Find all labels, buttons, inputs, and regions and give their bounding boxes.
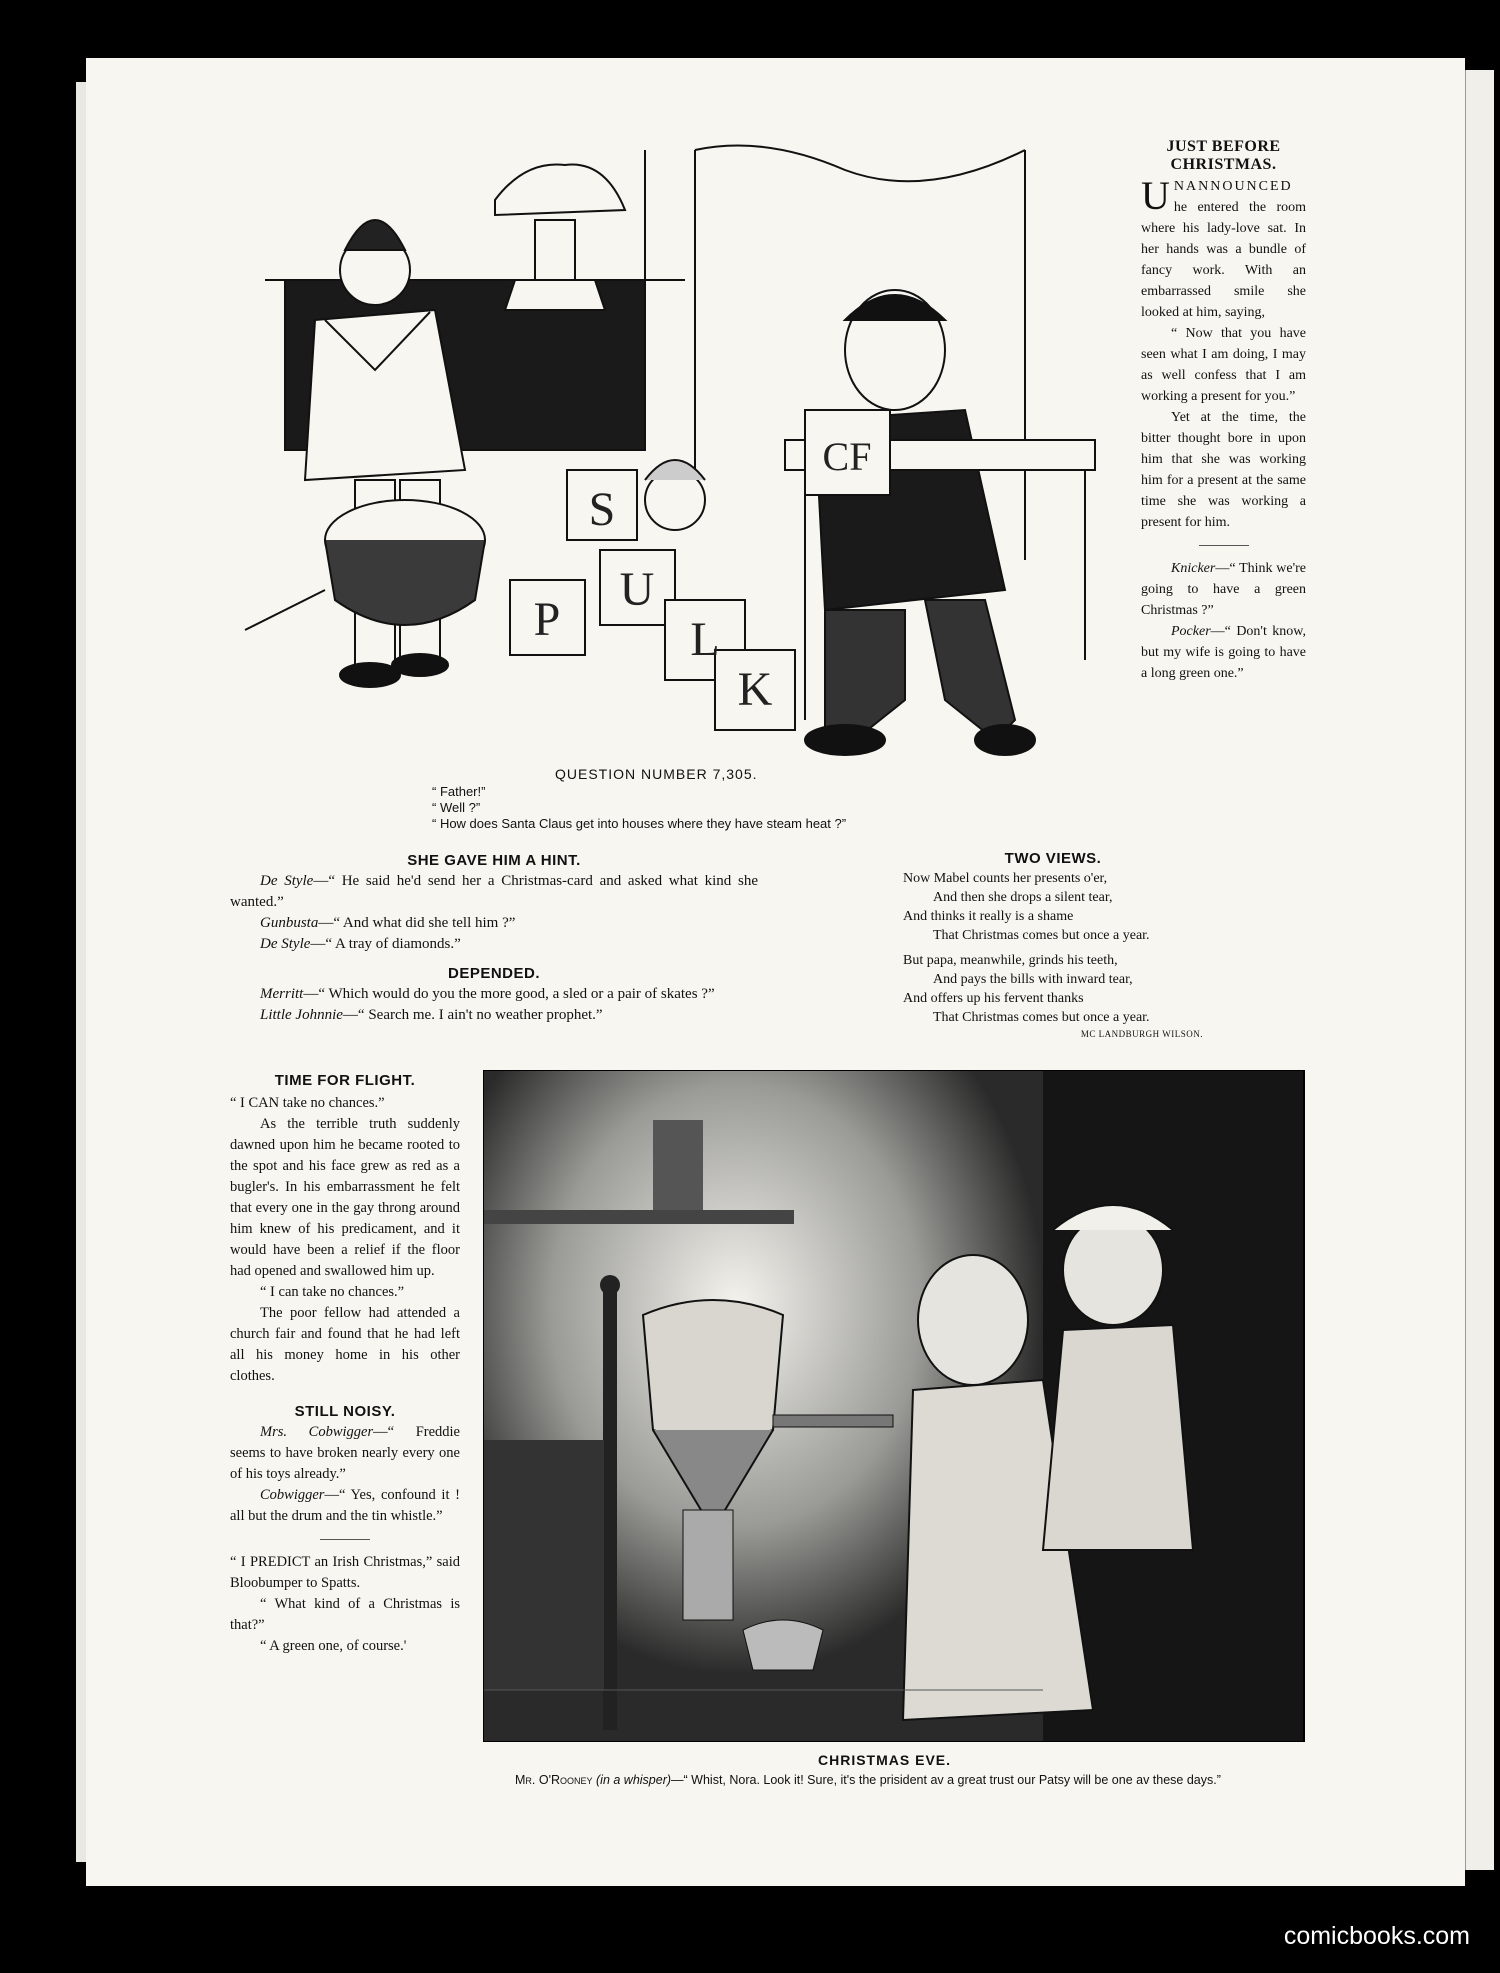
divider: [1199, 545, 1249, 546]
poem-line: And pays the bills with inward tear,: [933, 972, 1133, 987]
question-dialogue: [432, 784, 846, 832]
poem-line: But papa, meanwhile, grinds his teeth,: [903, 953, 1118, 968]
poem-line: And then she drops a silent tear,: [933, 890, 1113, 905]
just-before-title-1: JUST BEFORE: [1166, 138, 1281, 155]
christmas-eve-illustration: [483, 1070, 1305, 1742]
paragraph: “ A green one, of course.': [260, 1638, 407, 1654]
site-watermark: comicbooks.com: [1283, 1922, 1470, 1950]
just-before-christmas-column: [1141, 138, 1306, 684]
two-views-title: TWO VIEWS.: [1004, 850, 1102, 867]
poem-author: MC LANDBURGH WILSON.: [1080, 1029, 1203, 1039]
block-letter-k: K: [737, 663, 773, 716]
speaker-name: Gunbusta: [260, 915, 319, 931]
paragraph: he entered the room where his lady-love sat. In her hands was a bundle of fancy work. With an embarrassed smile she looked at him, saying,: [1141, 200, 1306, 320]
speaker-name: Mrs. Cobwigger: [260, 1424, 374, 1440]
joke-line: —“ Freddie seems to have broken nearly every one of his toys already.”: [230, 1424, 460, 1482]
paragraph: Yet at the time, the bitter thought bore in upon him that she was working him for a present at the same time she was working a present for him.: [1141, 410, 1306, 530]
poem-line: And thinks it really is a shame: [903, 909, 1074, 924]
joke-line: —“ Think we're going to have a green Christmas ?”: [1141, 561, 1306, 618]
page-edge-right: [1465, 70, 1494, 1870]
speaker-name: Cobwigger: [260, 1487, 325, 1503]
two-views-poem: [903, 850, 1203, 1041]
just-before-title-2: CHRISTMAS.: [1170, 156, 1277, 173]
dialogue-line: “ How does Santa Claus get into houses where they have steam heat ?”: [432, 816, 847, 831]
speaker-name: Merritt: [260, 986, 304, 1002]
paragraph: “ Now that you have seen what I am doing, I may as well confess that I am working a present for you.”: [1141, 326, 1306, 404]
block-letter-p: P: [533, 593, 561, 646]
open-quote: “ I: [230, 1554, 246, 1570]
caption-line: —“ Whist, Nora. Look it! Sure, it's the prisident av a great trust our Patsy will be one av these days.”: [671, 1773, 1221, 1787]
poem-line: And offers up his fervent thanks: [903, 991, 1084, 1006]
paragraph: PREDICT an Irish Christmas,” said Bloobumper to Spatts.: [230, 1554, 461, 1591]
flight-title: TIME FOR FLIGHT.: [274, 1072, 416, 1089]
block-letter-l: L: [690, 613, 720, 666]
hint-title: SHE GAVE HIM A HINT.: [407, 852, 581, 869]
paragraph: The poor fellow had attended a church fair and found that he had left all his money home in his other clothes.: [230, 1305, 460, 1384]
aside: (in a whisper): [596, 1773, 672, 1787]
speaker-name: Little Johnnie: [260, 1007, 343, 1023]
joke-line: —“ A tray of diamonds.”: [310, 936, 461, 952]
hint-and-depended-column: [230, 850, 758, 1026]
paragraph: As the terrible truth suddenly dawned upon him he became rooted to the spot and his face grew as red as a bugler's. In his embarrassment he felt that every one in the gay throng around him knew of his predicament, and it would have been a relief if the floor had opened and swallowed him up.: [230, 1116, 460, 1279]
speaker-name: Pocker: [1171, 624, 1211, 639]
eve-caption: [483, 1772, 1305, 1788]
question-illustration: [205, 140, 1105, 760]
speaker-name: De Style: [260, 936, 311, 952]
paragraph: “ I can take no chances.”: [260, 1284, 405, 1300]
speaker-name: Knicker: [1171, 561, 1216, 576]
paragraph: CAN take no chances.”: [248, 1095, 385, 1111]
joke-line: —“ And what did she tell him ?”: [318, 915, 516, 931]
speaker-name: Mr. O'Rooney: [515, 1773, 593, 1787]
joke-line: —“ Which would do you the more good, a sled or a pair of skates ?”: [303, 986, 715, 1002]
question-caption-title: QUESTION NUMBER 7,305.: [555, 766, 758, 782]
open-quote: “ I: [230, 1095, 245, 1111]
paragraph: “ What kind of a Christmas is that?”: [230, 1596, 460, 1633]
dialogue-line: “ Well ?”: [432, 800, 481, 815]
poem-line: That Christmas comes but once a year.: [933, 928, 1150, 943]
speaker-name: De Style: [260, 873, 314, 889]
joke-line: —“ He said he'd send her a Christmas-card and asked what kind she wanted.”: [230, 873, 759, 910]
joke-line: —“ Search me. I ain't no weather prophet.”: [342, 1007, 603, 1023]
eve-caption-title: CHRISTMAS EVE.: [818, 1752, 952, 1768]
depended-title: DEPENDED.: [447, 965, 541, 982]
left-column: [230, 1070, 460, 1657]
block-letter-cf: CF: [822, 434, 872, 479]
noisy-title: STILL NOISY.: [294, 1403, 396, 1420]
divider: [320, 1539, 370, 1540]
drop-cap: U: [1141, 173, 1170, 218]
joke-line: —“ Don't know, but my wife is going to have a long green one.”: [1141, 624, 1306, 681]
poem-line: That Christmas comes but once a year.: [933, 1010, 1150, 1025]
dialogue-line: “ Father!”: [432, 784, 486, 799]
block-letter-s: S: [588, 483, 616, 536]
first-word: NANNOUNCED: [1173, 179, 1293, 194]
block-letter-u: U: [619, 563, 655, 616]
joke-line: —“ Yes, confound it ! all but the drum and the tin whistle.”: [230, 1487, 460, 1524]
poem-line: Now Mabel counts her presents o'er,: [903, 871, 1108, 886]
